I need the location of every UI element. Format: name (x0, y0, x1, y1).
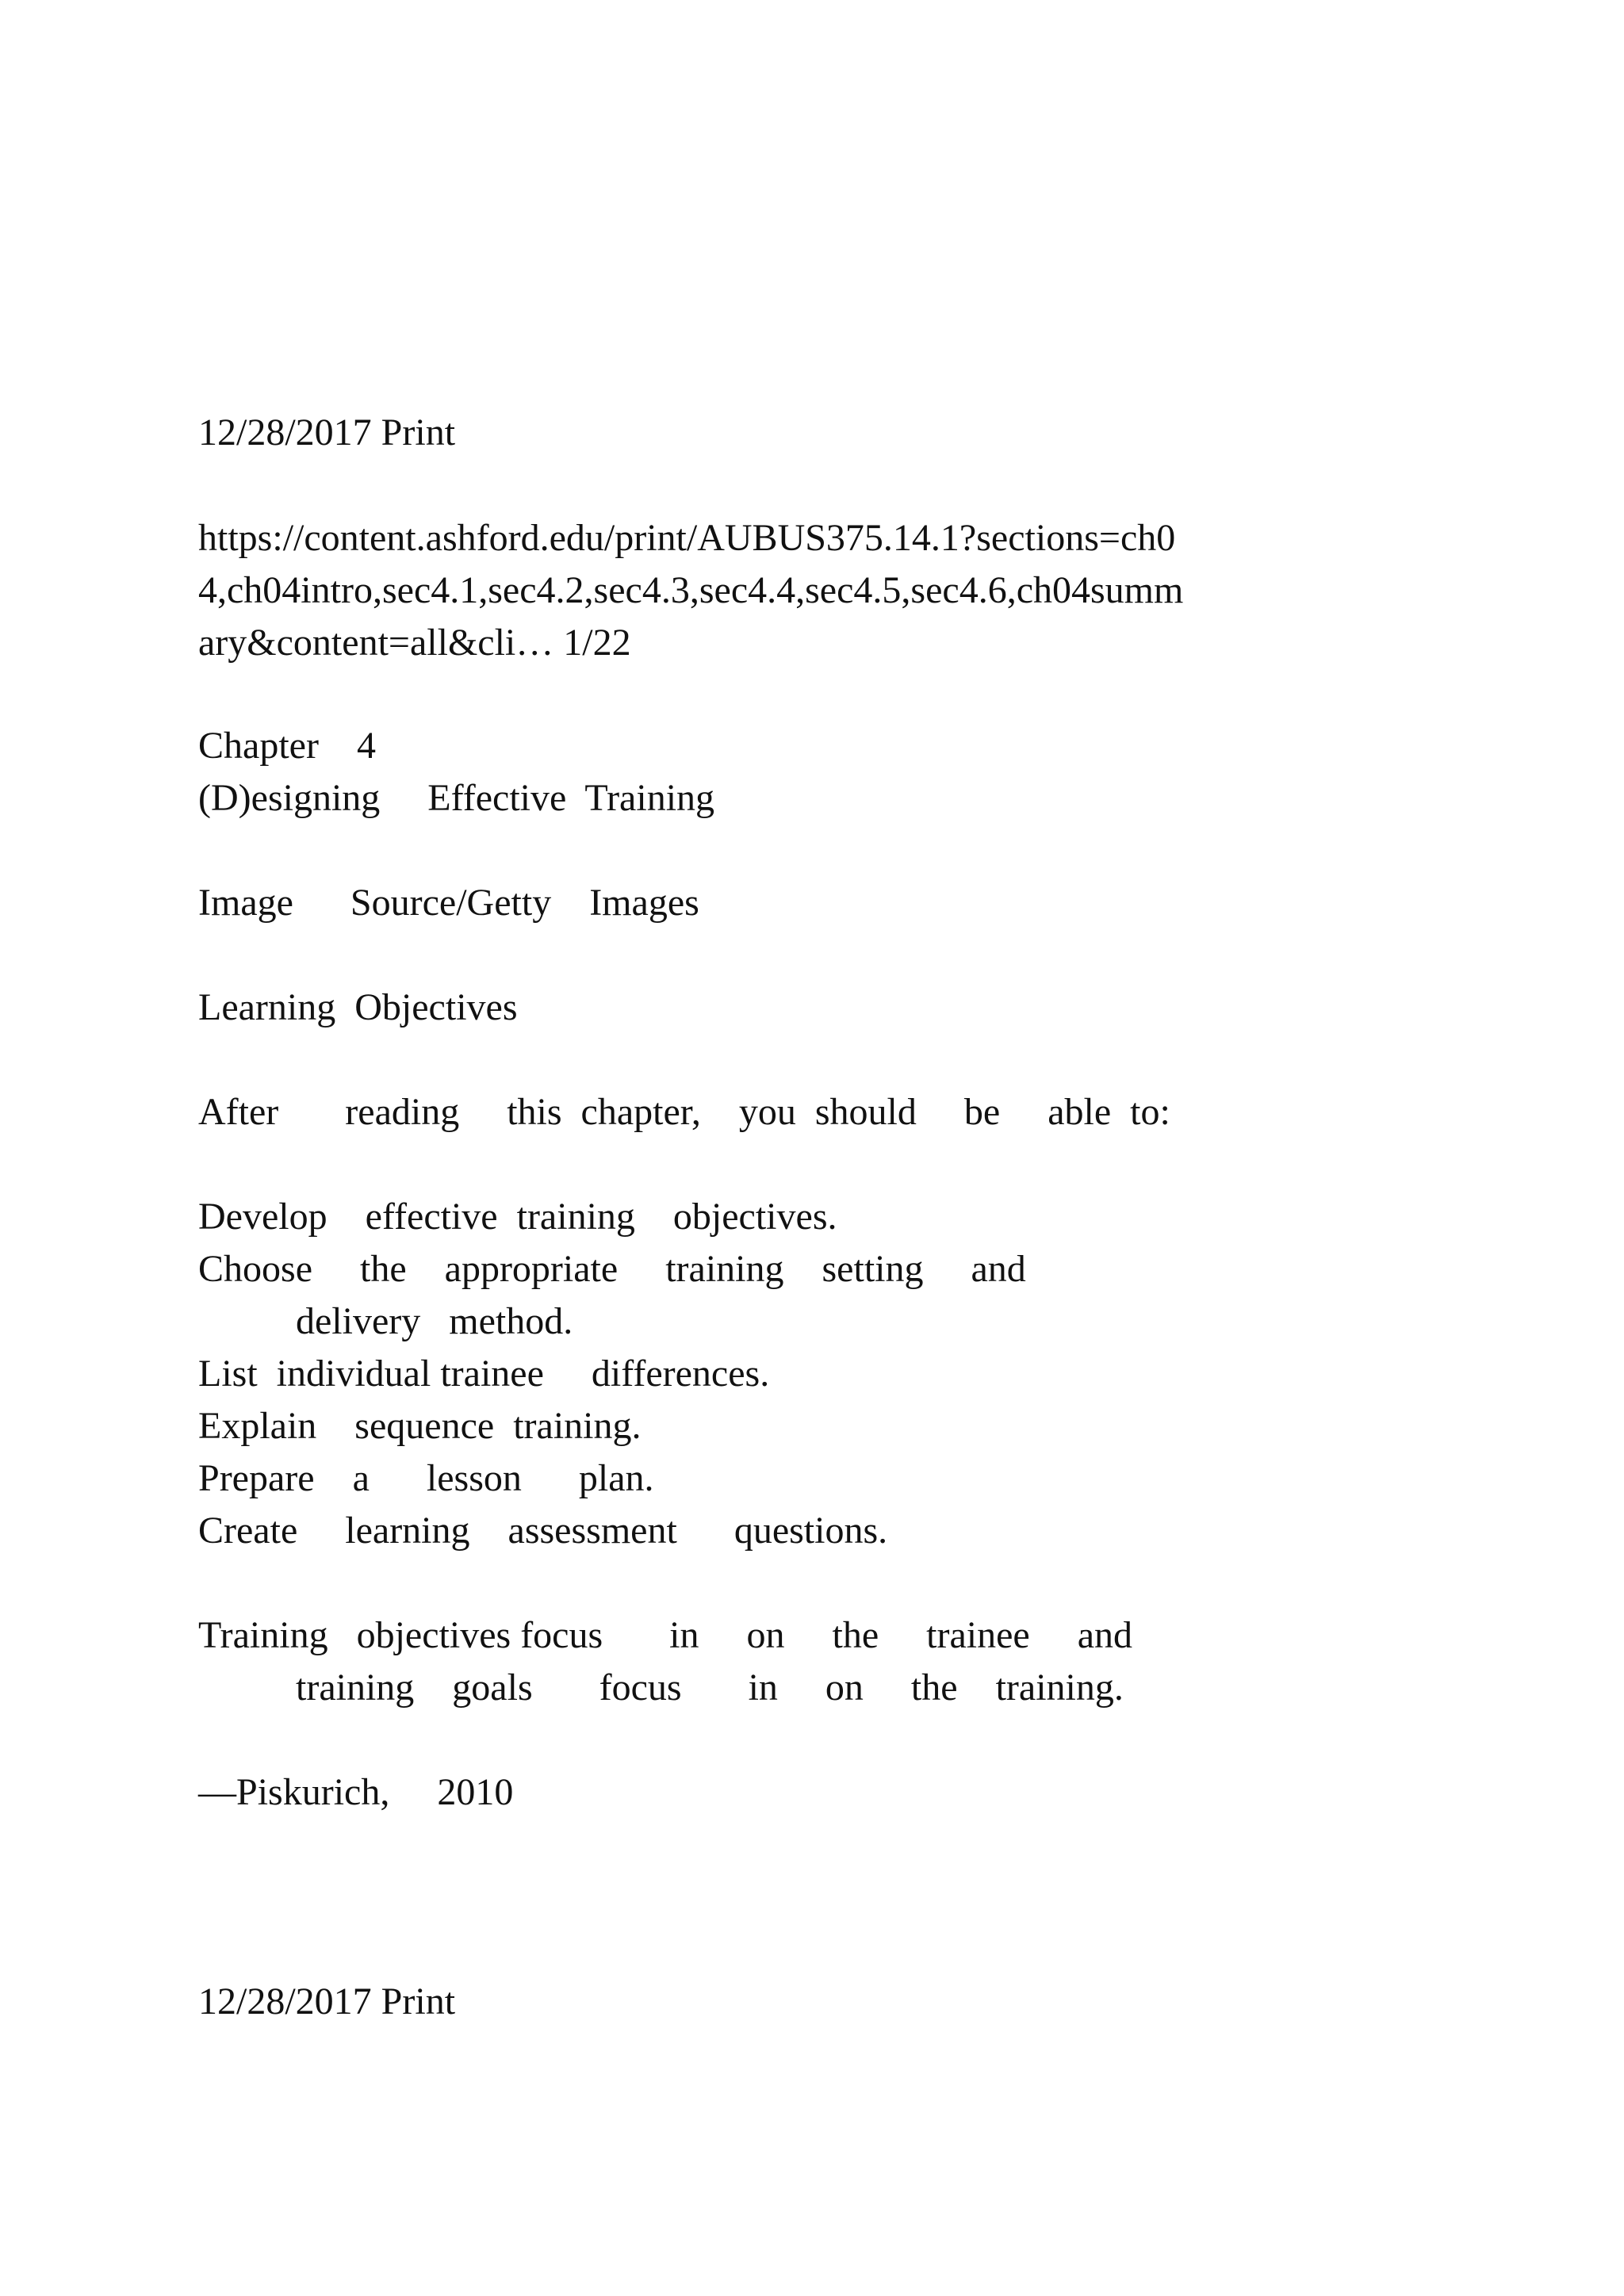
objective-item: Choose the appropriate training setting and (198, 1248, 1026, 1290)
quote-line-1: Training objectives focus in on the trainee and (198, 1614, 1133, 1656)
objective-item: Prepare a lesson plan. (198, 1457, 654, 1499)
quote-line-2: training goals focus in on the training. (296, 1667, 1124, 1709)
source-url-line-1: https://content.ashford.edu/print/AUBUS375.14.1?sections=ch0 (198, 517, 1176, 559)
chapter-label: Chapter 4 (198, 725, 376, 767)
source-url-line-2: 4,ch04intro,sec4.1,sec4.2,sec4.3,sec4.4,sec4.5,sec4.6,ch04summ (198, 569, 1184, 611)
print-footer: 12/28/2017 Print (198, 1980, 456, 2022)
learning-objectives-heading: Learning Objectives (198, 986, 518, 1028)
image-credit: Image Source/Getty Images (198, 882, 699, 924)
chapter-title: (D)esigning Effective Training (198, 777, 715, 819)
print-header: 12/28/2017 Print (198, 411, 456, 453)
quote-attribution: —Piskurich, 2010 (198, 1771, 514, 1813)
objective-item: Explain sequence training. (198, 1405, 642, 1447)
objective-item: Develop effective training objectives. (198, 1196, 837, 1238)
objectives-intro: After reading this chapter, you should be able to: (198, 1091, 1170, 1133)
objective-item: List individual trainee differences. (198, 1353, 770, 1395)
objective-item: Create learning assessment questions. (198, 1510, 888, 1552)
objective-item-continuation: delivery method. (296, 1300, 573, 1342)
source-url-line-3: ary&content=all&cli… 1/22 (198, 622, 631, 664)
